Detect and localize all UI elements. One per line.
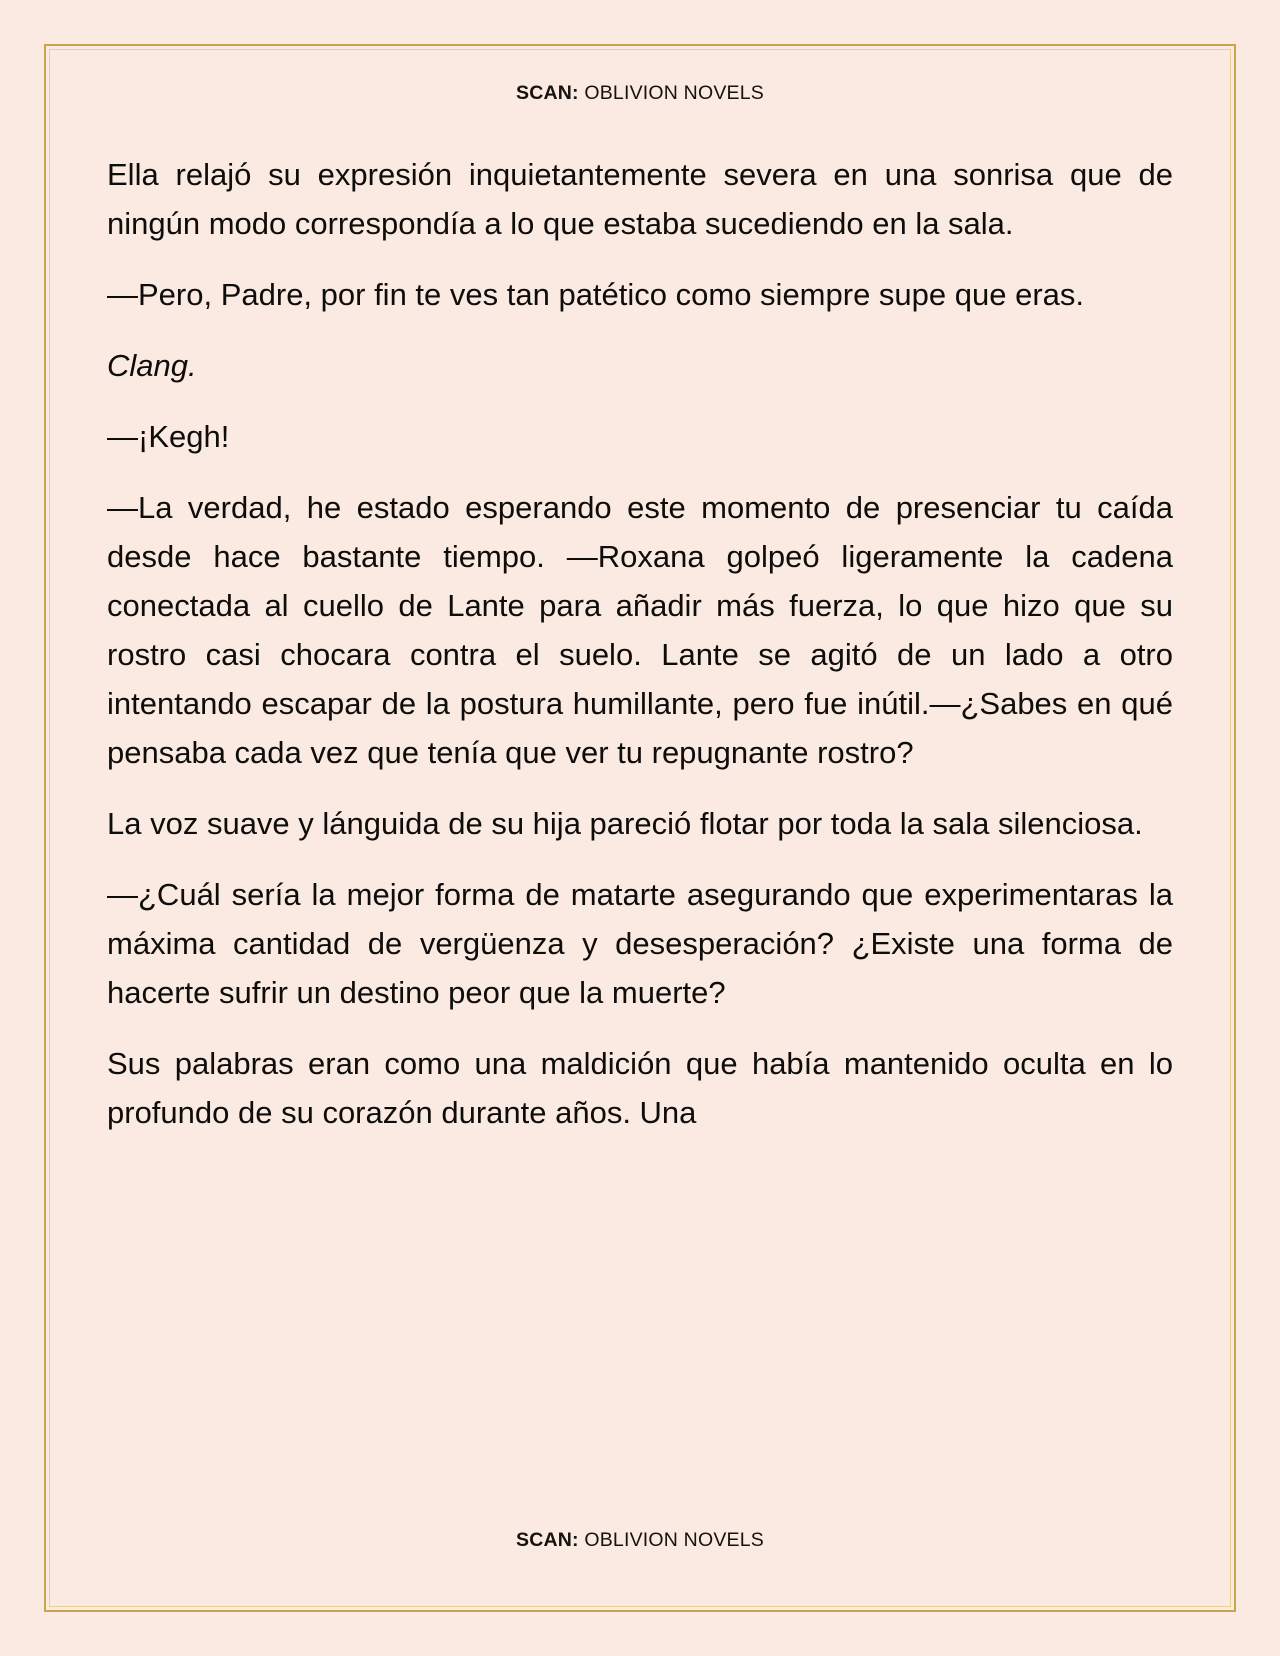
running-head (60, 82, 1220, 105)
body-text (107, 150, 1173, 1137)
running-head-title: OBLIVION NOVELS (578, 82, 764, 104)
running-foot (60, 1529, 1220, 1552)
page-content (60, 58, 1220, 1598)
paragraph: La voz suave y lánguida de su hija pareció flotar por toda la sala silenciosa. (107, 806, 1143, 841)
paragraph: —¿Cuál sería la mejor forma de matarte asegurando que experimentaras la máxima cantidad de vergüenza y desesperación? ¿Existe una forma de hacerte sufrir un destino peor que la muerte? (107, 877, 1173, 1010)
paragraph: Ella relajó su expresión inquietantemente severa en una sonrisa que de ningún modo correspondía a lo que estaba sucediendo en la sala. (107, 157, 1173, 241)
paragraph: —¡Kegh! (107, 419, 230, 454)
paragraph: —Pero, Padre, por fin te ves tan patético como siempre supe que eras. (107, 277, 1085, 312)
running-head-label: SCAN: (515, 82, 579, 104)
paragraph-sound-effect: Clang. (107, 348, 197, 383)
paragraph: Sus palabras eran como una maldición que había mantenido oculta en lo profundo de su corazón durante años. Una (107, 1046, 1173, 1130)
running-foot-title: OBLIVION NOVELS (578, 1529, 764, 1551)
paragraph: —La verdad, he estado esperando este momento de presenciar tu caída desde hace bastante tiempo. —Roxana golpeó ligeramente la cadena conectada al cuello de Lante para añadir más fuerza, lo que hizo que su rostro casi chocara contra el suelo. Lante se agitó de un lado a otro intentando escapar de la postura humillante, pero fue inútil.—¿Sabes en qué pensaba cada vez que tenía que ver tu repugnante rostro? (107, 490, 1173, 770)
running-foot-label: SCAN: (515, 1529, 579, 1551)
